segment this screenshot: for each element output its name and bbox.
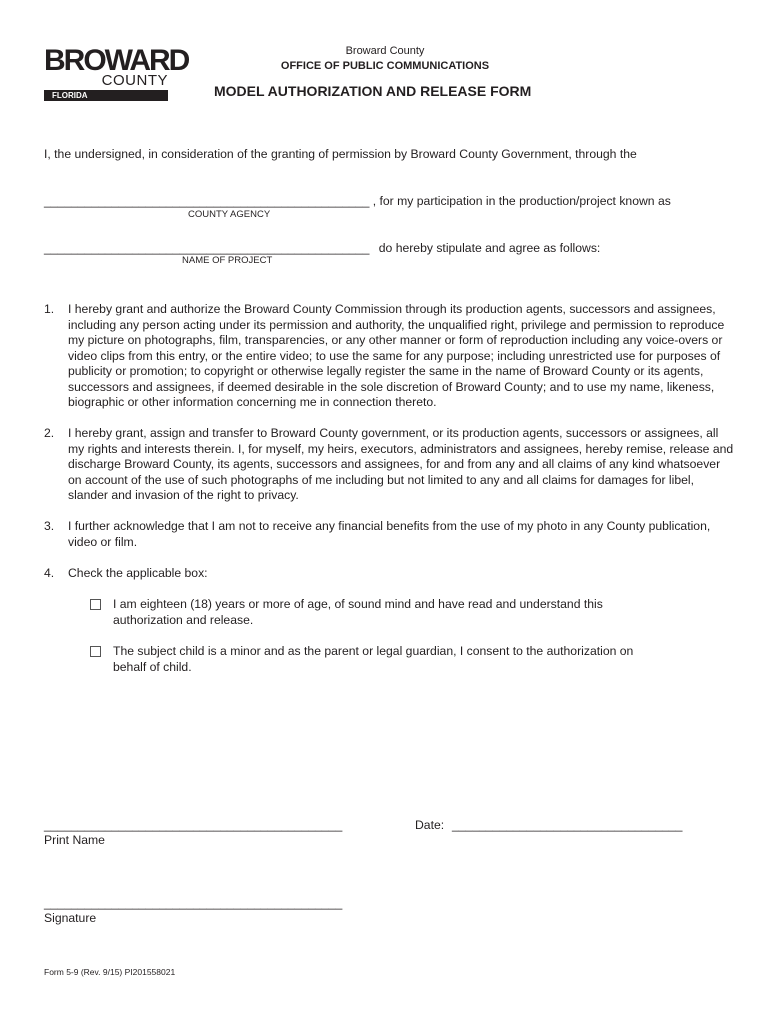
project-name-caption: NAME OF PROJECT <box>182 255 273 266</box>
clause-text: Check the applicable box: <box>68 566 208 580</box>
county-agency-trailing-text: , for my participation in the production/project known as <box>372 194 671 208</box>
adult-consent-text: I am eighteen (18) years or more of age, of sound mind and have read and understand this authorization and release. <box>113 597 603 627</box>
county-agency-caption: COUNTY AGENCY <box>188 209 271 220</box>
clause-number: 1. <box>44 302 55 316</box>
logo-state-bar: FLORIDA <box>44 90 168 101</box>
adult-consent-option <box>90 597 650 628</box>
adult-consent-checkbox[interactable] <box>90 599 101 610</box>
clause-text: I hereby grant, assign and transfer to Broward County government, or its production agents, successors or assignees, all my rights and interests therein. I, for myself, my heirs, executors, administrators and assignees, hereby remise, release and discharge Broward County, its agents, successors and assignees, for and from any and all claims of any kind whatsoever on account of the use of such photographs of me including but not limited to any and all claims for damages for libel, slander and invasion of the right to privacy. <box>68 426 734 502</box>
minor-consent-checkbox[interactable] <box>90 646 101 657</box>
project-name-field[interactable]: ________________________________________________ <box>44 241 370 255</box>
print-name-label: Print Name <box>44 833 105 847</box>
date-field[interactable]: __________________________________ <box>452 818 683 832</box>
project-name-row <box>44 241 600 255</box>
intro-text: I, the undersigned, in consideration of the granting of permission by Broward County Government, through the <box>44 147 637 161</box>
county-agency-field[interactable]: ________________________________________________ <box>44 194 370 208</box>
form-number: Form 5-9 (Rev. 9/15) PI201558021 <box>44 967 176 977</box>
clause-1 <box>44 302 734 411</box>
logo-county-text: COUNTY <box>101 72 168 89</box>
date-label: Date: <box>415 818 445 832</box>
clause-2 <box>44 426 734 504</box>
clause-text: I further acknowledge that I am not to receive any financial benefits from the use of my photo in any County publication, video or film. <box>68 519 711 549</box>
signature-label: Signature <box>44 911 97 925</box>
clause-4 <box>44 566 734 582</box>
minor-consent-text: The subject child is a minor and as the parent or legal guardian, I consent to the authorization on behalf of child. <box>113 644 634 674</box>
clause-number: 3. <box>44 519 55 533</box>
clause-3 <box>44 519 734 550</box>
form-title: MODEL AUTHORIZATION AND RELEASE FORM <box>214 83 532 99</box>
clause-number: 4. <box>44 566 55 580</box>
minor-consent-option <box>90 644 650 675</box>
header-office: OFFICE OF PUBLIC COMMUNICATIONS <box>280 60 490 72</box>
project-name-trailing-text: do hereby stipulate and agree as follows: <box>378 241 601 255</box>
logo-wordmark: BROWARD <box>44 44 189 77</box>
clause-text: I hereby grant and authorize the Broward County Commission through its production agents, successors and assignees, including any person acting under its permission and authority, the unqualified right, privilege and permission to reproduce my picture on photographs, film, transparencies, or any other manner or form of reproduction including any voice-overs or video clips from this entry, or the entire video; to use the same for any purpose; including unrestricted use for purposes of publicity or promotion; to copyright or otherwise legally register the same in the name of Broward County or its agents, successors and assignees, if deemed desirable in the sole discretion of Broward County; and to use my name, likeness, biographic or other information concerning me in connection thereto. <box>68 302 725 409</box>
county-agency-row <box>44 194 671 208</box>
clause-number: 2. <box>44 426 55 440</box>
header-county: Broward County <box>345 45 425 57</box>
signature-field[interactable]: ____________________________________________ <box>44 896 343 910</box>
print-name-field[interactable]: ____________________________________________ <box>44 818 343 832</box>
